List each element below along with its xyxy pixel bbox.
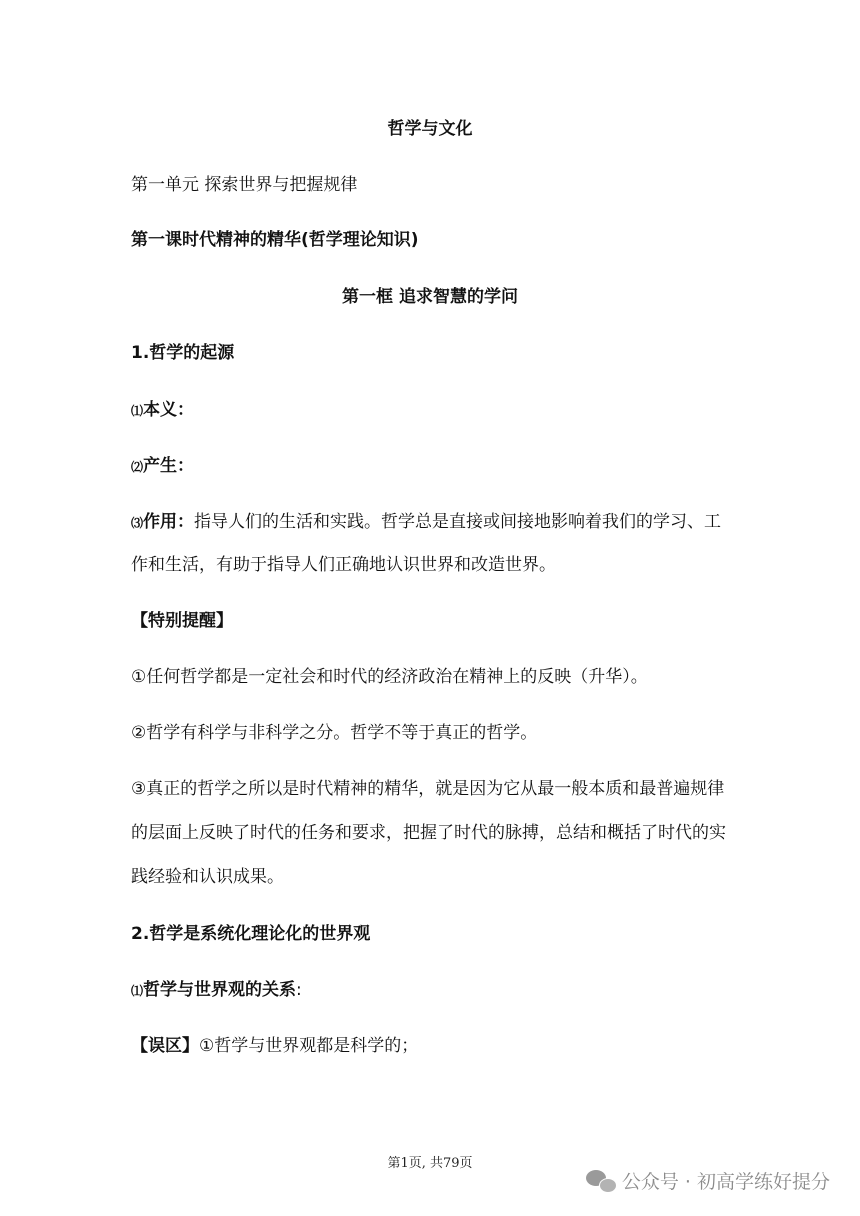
- item-number: ⑴: [131, 984, 144, 998]
- page-number-footer: 第1页, 共79页: [387, 1156, 473, 1171]
- item-emergence: [131, 454, 194, 479]
- heading-origin: 1.哲学的起源: [131, 343, 235, 363]
- item-number: ⑴: [131, 404, 144, 418]
- item-function-continued: 作和生活，有助于指导人们正确地认识世界和改造世界。: [131, 555, 556, 575]
- reminder-title: 【特别提醒】: [131, 611, 233, 631]
- mistake-label: 【误区】: [131, 1036, 199, 1056]
- heading-worldview: 2.哲学是系统化理论化的世界观: [131, 924, 371, 944]
- item-function: [131, 510, 721, 535]
- document-title: 哲学与文化: [387, 119, 473, 139]
- mistake-line: [131, 1034, 418, 1058]
- lesson-heading: 第一课时代精神的精华(哲学理论知识): [131, 230, 419, 250]
- item-number: ⑶: [131, 516, 144, 530]
- unit-heading: 第一单元 探索世界与把握规律: [131, 175, 358, 195]
- item-suffix: :: [296, 980, 302, 1000]
- reminder-2: ②哲学有科学与非科学之分。哲学不等于真正的哲学。: [131, 723, 538, 743]
- item-label: 哲学与世界观的关系: [143, 980, 297, 1000]
- wechat-icon: [586, 1168, 616, 1194]
- reminder-3-line-1: ③真正的哲学之所以是时代精神的精华，就是因为它从最一般本质和最普遍规律: [131, 779, 725, 799]
- reminder-3-line-2: 的层面上反映了时代的任务和要求，把握了时代的脉搏，总结和概括了时代的实: [131, 823, 726, 843]
- reminder-1: ①任何哲学都是一定社会和时代的经济政治在精神上的反映（升华）。: [131, 667, 648, 687]
- watermark-text: 公众号 · 初高学练好提分: [621, 1171, 830, 1193]
- reminder-3-line-3: 践经验和认识成果。: [131, 867, 284, 887]
- item-text: 指导人们的生活和实践。哲学总是直接或间接地影响着我们的学习、工: [194, 512, 722, 532]
- item-relation: [131, 978, 302, 1003]
- item-meaning: [131, 398, 194, 423]
- item-number: ⑵: [131, 460, 144, 474]
- item-label: 作用：: [143, 512, 195, 532]
- item-label: 本义：: [143, 400, 195, 420]
- mistake-text: ①哲学与世界观都是科学的；: [199, 1036, 419, 1056]
- section-heading: 第一框 追求智慧的学问: [342, 287, 518, 307]
- watermark: [586, 1167, 830, 1194]
- item-label: 产生：: [143, 456, 195, 476]
